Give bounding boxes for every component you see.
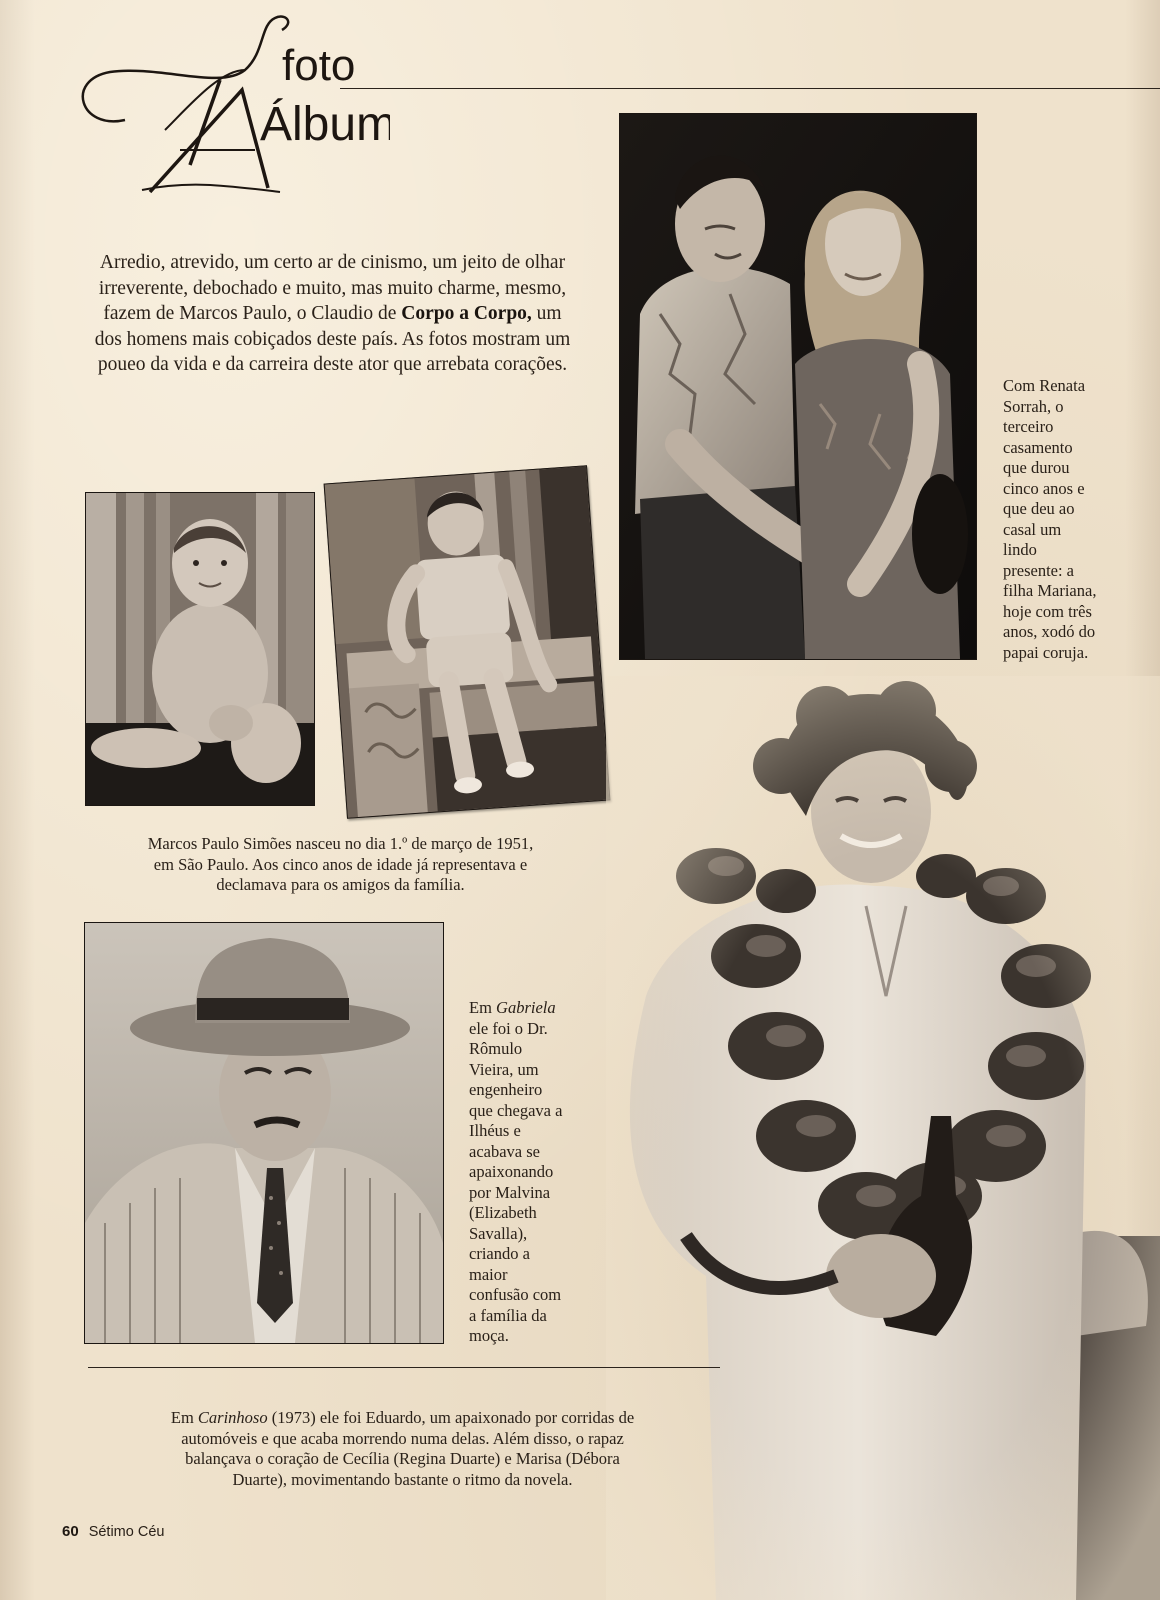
photo-baby [85, 492, 315, 806]
foto-album-logo [70, 10, 390, 200]
caption-line: terceiro [1003, 417, 1054, 436]
caption-line-rest: (1973) ele foi Eduardo, um apaixonado por corridas de [267, 1408, 635, 1427]
caption-line: que deu ao [1003, 499, 1075, 518]
caption-line: maior [469, 1264, 508, 1284]
caption-renata-sorrah [1003, 376, 1133, 663]
header-rule [340, 88, 1160, 89]
logo-word-foto: foto [282, 41, 356, 90]
photo-gabriela-character [84, 922, 444, 1344]
caption-prefix: Em [469, 998, 497, 1017]
caption-line: lindo [1003, 540, 1037, 559]
photo-couple [619, 113, 977, 660]
caption-line: Marcos Paulo Simões nasceu no dia 1.º de março de 1951, [147, 834, 534, 853]
caption-birth [88, 834, 593, 896]
intro-paragraph [90, 250, 575, 378]
caption-line: que chegava a [469, 1100, 563, 1120]
caption-line: por Malvina [469, 1182, 551, 1202]
page-footer [62, 1523, 164, 1541]
caption-line: Duarte), movimentando bastante o ritmo da novela. [232, 1469, 573, 1489]
caption-line: Savalla), [469, 1223, 528, 1243]
caption-line: Vieira, um [469, 1059, 539, 1079]
logo-word-album: Álbum [260, 98, 390, 151]
caption-line: Rômulo [469, 1039, 523, 1058]
caption-line: hoje com três [1003, 601, 1092, 621]
caption-line: acabava se [469, 1141, 540, 1161]
caption-line-title [469, 998, 614, 1019]
caption-line: filha Mariana, [1003, 581, 1097, 600]
caption-line: papai coruja. [1003, 642, 1089, 662]
caption-line: anos, xodó do [1003, 622, 1096, 641]
caption-line: criando a [469, 1244, 530, 1263]
caption-line: presente: a [1003, 560, 1075, 580]
caption-line: ele foi o Dr. [469, 1018, 548, 1038]
caption-line: moça. [469, 1326, 509, 1345]
caption-line: Ilhéus e [469, 1121, 521, 1140]
magazine-name: Sétimo Céu [88, 1524, 165, 1540]
bottom-rule [88, 1367, 720, 1368]
caption-line: Com Renata [1003, 376, 1086, 395]
caption-gabriela [469, 998, 614, 1347]
caption-line: Sorrah, o [1003, 396, 1064, 416]
caption-line: confusão com [469, 1285, 562, 1304]
caption-carinhoso [105, 1408, 700, 1490]
caption-line-title [105, 1408, 700, 1429]
caption-line: apaixonando [469, 1162, 554, 1181]
photo-boy [324, 465, 611, 819]
intro-text-after: um dos homens mais cobiçados deste país. As fotos mostram um poueo da vida e da carreira deste ator que arrebata corações. [94, 303, 571, 375]
caption-line: engenheiro [469, 1080, 543, 1099]
foto-album-logo-graphic [70, 10, 390, 200]
page-number: 60 [62, 1523, 79, 1540]
novela-title-gabriela: Gabriela [496, 998, 556, 1017]
caption-line: declamava para os amigos da família. [216, 875, 465, 894]
caption-line: a família da [469, 1305, 547, 1325]
caption-line: casal um [1003, 519, 1062, 539]
caption-line: balançava o coração de Cecília (Regina Duarte) e Marisa (Débora [185, 1449, 620, 1468]
caption-prefix: Em [170, 1408, 198, 1427]
caption-line: que durou [1003, 458, 1070, 477]
caption-line: (Elizabeth [469, 1203, 537, 1222]
caption-line: casamento [1003, 437, 1073, 457]
caption-line: em São Paulo. Aos cinco anos de idade já representava e [153, 854, 528, 874]
caption-line: cinco anos e [1003, 478, 1085, 498]
intro-bold-title: Corpo a Corpo, [401, 303, 532, 324]
intro-text-before: Arredio, atrevido, um certo ar de cinismo, um jeito de olhar irreverente, debochado e muito, mas muito charme, mesmo, fazem de Marcos Paulo, o Claudio de [98, 252, 567, 324]
caption-line: automóveis e que acaba morrendo numa delas. Além disso, o rapaz [181, 1428, 624, 1448]
novela-title-carinhoso: Carinhoso [197, 1408, 268, 1427]
